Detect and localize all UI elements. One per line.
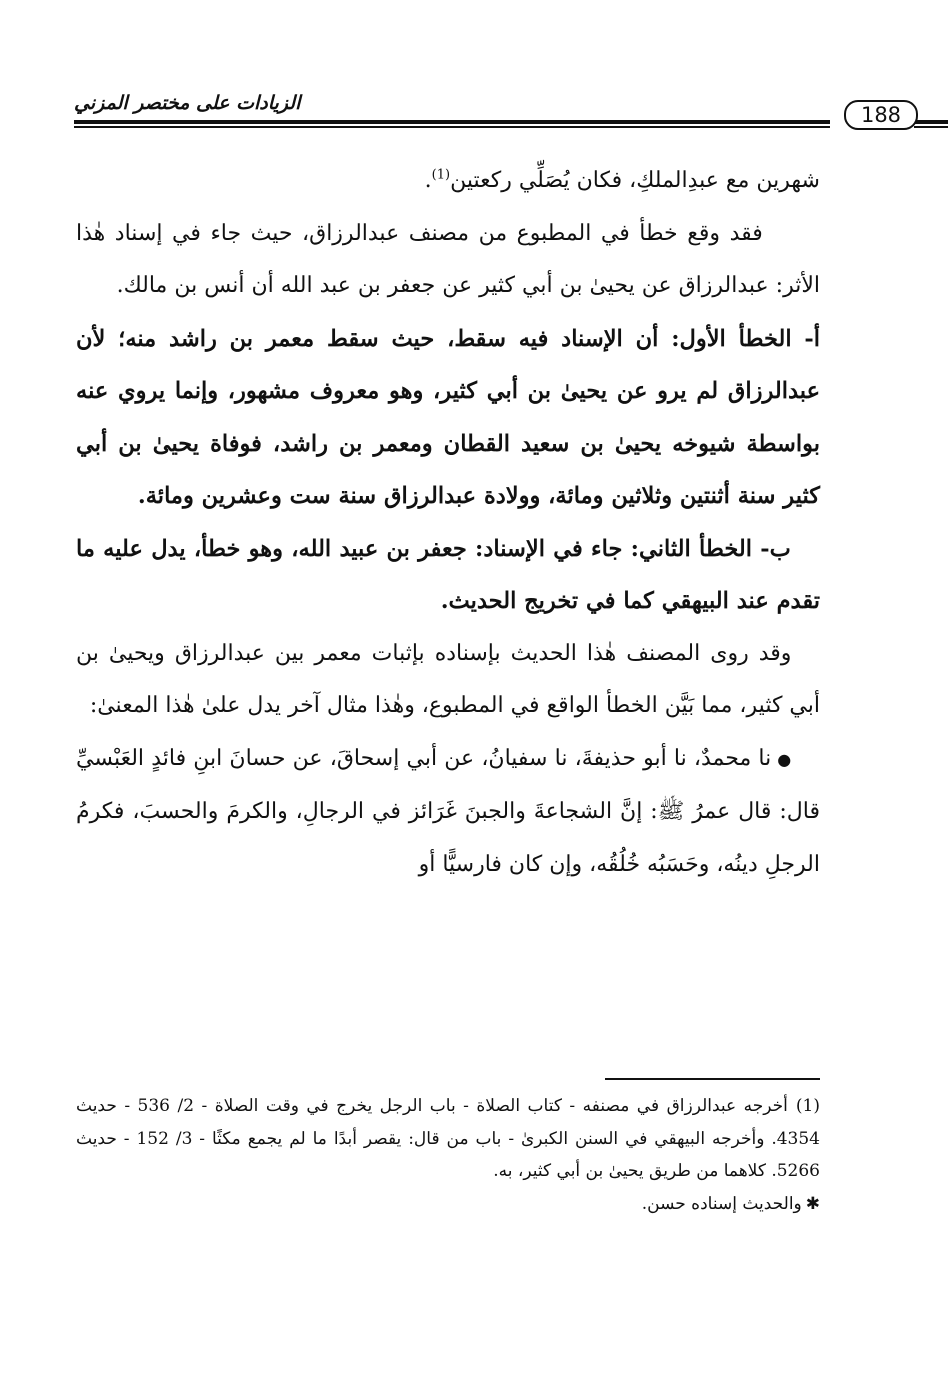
header-rule-tail	[914, 120, 948, 124]
paragraph-1	[76, 155, 820, 208]
header-title: الزيادات على مختصر المزني	[74, 92, 301, 114]
paragraph-2: فقد وقع خطأ في المطبوع من مصنف عبدالرزاق، حيث جاء في إسناد هٰذا الأثر: عبدالرزاق عن يحيىٰ بن أبي كثير عن جعفر بن عبد الله أن أنس بن مالك.	[76, 220, 820, 298]
footnote-note-text: والحديث إسناده حسن.	[641, 1193, 802, 1214]
paragraph-4: وقد روى المصنف هٰذا الحديث بإسناده بإثبات معمر بين عبدالرزاق ويحيىٰ بن أبي كثير، مما بَيَّن الخطأ الواقع في المطبوع، وهٰذا مثال آخر يدل علىٰ هٰذا المعنىٰ:	[76, 640, 820, 718]
footnote-note	[76, 1188, 820, 1221]
footnote-1	[76, 1090, 820, 1188]
bullet-icon: ●	[777, 749, 792, 769]
paragraph-error-1: أ- الخطأ الأول: أن الإسناد فيه سقط، حيث سقط معمر بن راشد منه؛ لأن عبدالرزاق لم يرو عن يحيىٰ بن أبي كثير، وهو معروف مشهور، وإنما يروي عنه بواسطة شيوخه يحيىٰ بن سعيد القطان ومعمر بن راشد، فوفاة يحيىٰ بن أبي كثير سنة أثنتين وثلاثين ومائة، وولادة عبدالرزاق سنة ست وعشرين ومائة.	[76, 325, 820, 509]
running-header	[74, 88, 902, 128]
footnotes	[76, 1090, 820, 1220]
footnote-separator	[605, 1078, 820, 1080]
hadith-text: نا محمدٌ، نا أبو حذيفةَ، نا سفيانُ، عن أبي إسحاقَ، عن حسانَ ابنِ فائدٍ العَبْسيِّ قال: قال عمرُ ﷺ: إنَّ الشجاعةَ والجبنَ غَرَائز في الرجالِ، والكرمَ والحسبَ، فكرمُ الرجلِ دينُه، وحَسَبُه خُلُقُه، وإن كان فارسيًّا أو	[76, 745, 820, 877]
header-rule-tail-thin	[914, 126, 948, 128]
asterisk-icon: ✱	[805, 1193, 820, 1214]
footnote-reference: (1)	[431, 167, 451, 183]
footnote-1-text: أخرجه عبدالرزاق في مصنفه - كتاب الصلاة - باب الرجل يخرج في وقت الصلاة - 2/ 536 - حديث 4354. وأخرجه البيهقي في السنن الكبرىٰ - باب من قال: يقصر أبدًا ما لم يجمع مكثًا - 3/ 152 - حديث 5266. كلاهما من طريق يحيىٰ بن أبي كثير، به.	[76, 1096, 820, 1181]
page-number: 188	[844, 100, 918, 130]
paragraph-error-2: ب- الخطأ الثاني: جاء في الإسناد: جعفر بن عبيد الله، وهو خطأ، يدل عليه ما تقدم عند البيهقي كما في تخريج الحديث.	[76, 535, 820, 614]
header-rule-thin	[74, 126, 830, 128]
header-rule	[74, 120, 830, 124]
paragraph-1-end: .	[424, 168, 432, 193]
hadith-paragraph	[76, 733, 820, 892]
main-text	[76, 155, 820, 891]
paragraph-1-text: شهرين مع عبدِالملكِ، فكان يُصَلِّي ركعتين	[450, 168, 820, 193]
footnote-number: (1)	[795, 1096, 820, 1116]
